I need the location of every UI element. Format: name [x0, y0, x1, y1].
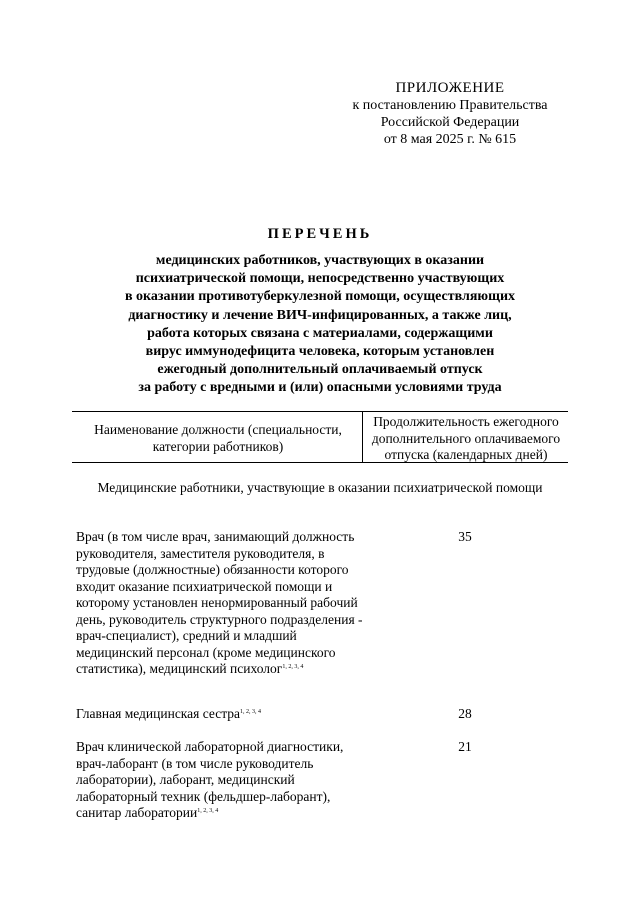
row-position-text: Врач (в том числе врач, занимающий должность руководителя, заместителя руководителя, в трудовые (должностные) обязанности которого входит оказание психиатрической помощи и которому установлен ненормированный рабочий день, руководитель структурного подразделения - врач-специалист), средний и младший медицинский персонал (кроме медицинского статистика), медицинский психолог	[76, 529, 363, 676]
appendix-line-2: Российской Федерации	[380, 115, 520, 130]
subtitle-line: ежегодный дополнительный оплачиваемый отпуск	[157, 362, 483, 378]
row-footnote: 1, 2, 3, 4	[240, 709, 262, 715]
subtitle-line: в оказании противотуберкулезной помощи, осуществляющих	[124, 289, 516, 305]
row-footnote: 1, 2, 3, 4	[282, 664, 304, 670]
row-days-value: 21	[458, 739, 472, 754]
document-subtitle	[90, 252, 550, 398]
table-top-rule	[72, 411, 568, 412]
subtitle-line: диагностику и лечение ВИЧ-инфицированных, а также лиц,	[128, 307, 512, 323]
table-row	[76, 706, 366, 723]
row-position-text: Главная медицинская сестра	[76, 706, 241, 721]
column-header-duration: Продолжительность ежегодного дополнительного оплачиваемого отпуска (календарных дней)	[371, 414, 561, 462]
subtitle-line: работа которых связана с материалами, содержащими	[147, 325, 493, 341]
row-footnote: 1, 2, 3, 4	[197, 808, 219, 814]
row-position-text: Врач клинической лабораторной диагностики, врач-лаборант (в том числе руководитель лаборатории), лаборант, медицинский лабораторный техник (фельдшер-лаборант), санитар лаборатории	[76, 739, 344, 820]
subtitle-line: вирус иммунодефицита человека, которым установлен	[145, 344, 495, 360]
subtitle-line: за работу с вредными и (или) опасными условиями труда	[138, 380, 502, 396]
table-row	[76, 529, 366, 678]
section-title: Медицинские работники, участвующие в оказании психиатрической помощи	[97, 480, 543, 495]
subtitle-line: психиатрической помощи, непосредственно участвующих	[135, 271, 505, 287]
row-days-value: 28	[458, 706, 472, 721]
row-days-value: 35	[458, 529, 472, 544]
appendix-line-3: от 8 мая 2025 г. № 615	[383, 132, 517, 147]
appendix-heading: ПРИЛОЖЕНИЕ	[395, 80, 505, 96]
appendix-block	[340, 80, 560, 148]
document-title: ПЕРЕЧЕНЬ	[267, 226, 373, 242]
appendix-line-1: к постановлению Правительства	[352, 98, 548, 113]
table-row	[76, 739, 366, 822]
table-column-divider	[362, 411, 363, 463]
column-header-position: Наименование должности (специальности, категории работников)	[94, 422, 342, 454]
subtitle-line: медицинских работников, участвующих в оказании	[155, 253, 485, 268]
